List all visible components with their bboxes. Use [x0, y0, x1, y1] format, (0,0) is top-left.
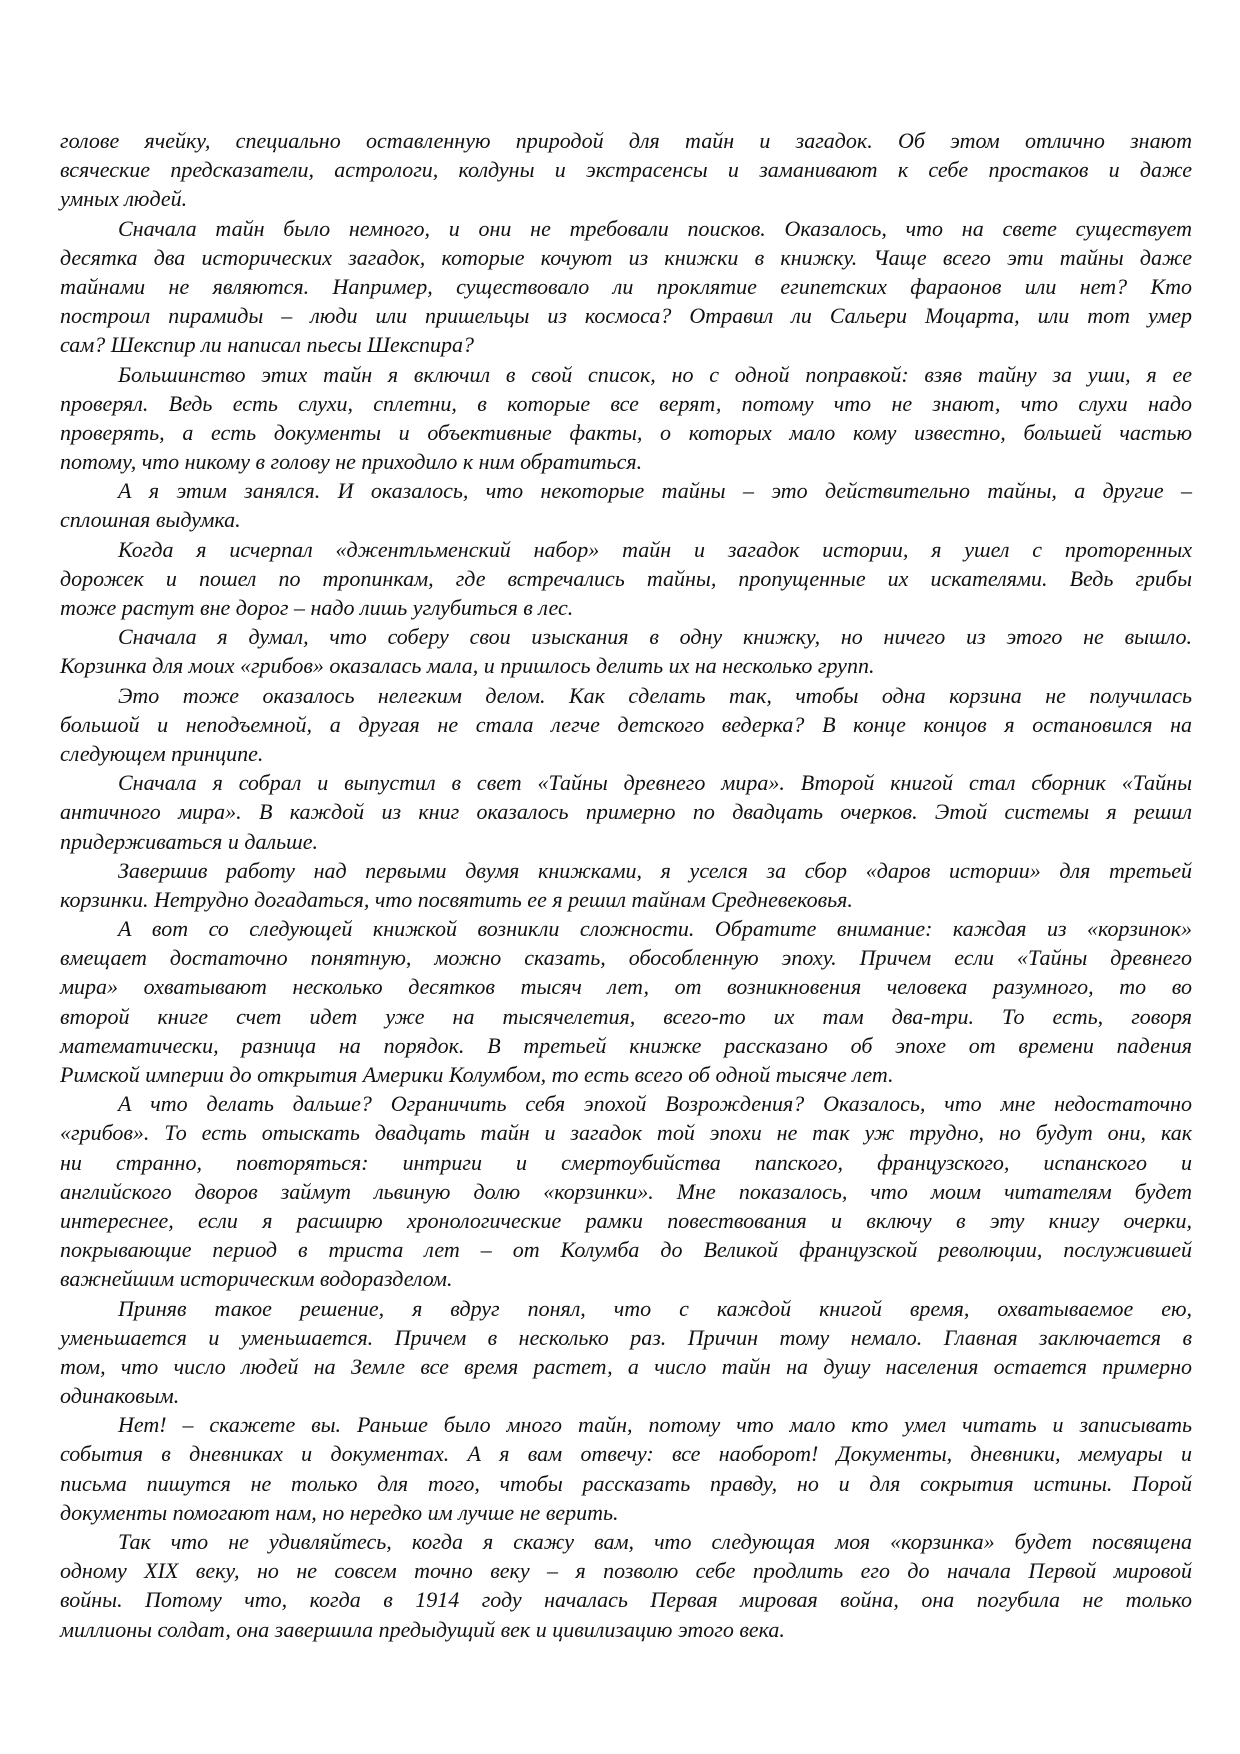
text-line: «грибов». То есть отыскать двадцать тайн и загадок той эпохи не так уж трудно, но будут они, как	[60, 1120, 1192, 1146]
text-line: одинаковым.	[60, 1383, 180, 1409]
text-line: проверять, а есть документы и объективные факты, о которых мало кому известно, большей частью	[60, 419, 1192, 445]
text-line: голове ячейку, специально оставленную природой для тайн и загадок. Об этом отлично знают	[60, 128, 1192, 153]
text-line: покрывающие период в триста лет – от Колумба до Великой французской революции, послужившей	[60, 1237, 1192, 1263]
document-page	[60, 126, 1192, 1644]
paragraph	[60, 1294, 1192, 1411]
text-line: проверял. Ведь есть слухи, сплетни, в которые все верят, потому что не знают, что слухи надо	[60, 390, 1192, 416]
text-line: потому, что никому в голову не приходило к ним обратиться.	[60, 449, 643, 475]
text-line: вмещает достаточно понятную, можно сказать, обособленную эпоху. Причем если «Тайны древнего	[60, 945, 1192, 971]
text-line: дорожек и пошел по тропинкам, где встречались тайны, пропущенные их искателями. Ведь грибы	[60, 565, 1192, 591]
text-line: Римской империи до открытия Америки Колумбом, то есть всего об одной тысяче лет.	[60, 1062, 894, 1087]
text-line: Приняв такое решение, я вдруг понял, что с каждой книгой время, охватываемое ею,	[118, 1295, 1192, 1321]
text-line: документы помогают нам, но нередко им лучше не верить.	[60, 1499, 619, 1525]
paragraph	[60, 360, 1192, 477]
text-line: следующем принципе.	[60, 740, 264, 766]
paragraph	[60, 622, 1192, 680]
text-line: тоже растут вне дорог – надо лишь углубиться в лес.	[60, 595, 574, 620]
text-line: умных людей.	[60, 186, 188, 212]
paragraph	[60, 476, 1192, 534]
text-line: ни странно, повторяться: интриги и смертоубийства папского, французского, испанского и	[60, 1149, 1192, 1175]
paragraph	[60, 1410, 1192, 1527]
text-line: десятка два исторических загадок, которые кочуют из книжки в книжку. Чаще всего эти тайны даже	[60, 244, 1192, 270]
text-line: корзинки. Нетрудно догадаться, что посвятить ее я решил тайнам Средневековья.	[60, 886, 853, 912]
paragraph	[60, 856, 1192, 914]
text-line: построил пирамиды – люди или пришельцы из космоса? Отравил ли Сальери Моцарта, или тот умер	[60, 303, 1192, 329]
paragraph	[60, 914, 1192, 1089]
text-line: Сначала я собрал и выпустил в свет «Тайны древнего мира». Второй книгой стал сборник «Тайны	[118, 770, 1192, 796]
text-line: математически, разница на порядок. В третьей книжке рассказано об эпохе от времени падения	[60, 1032, 1192, 1058]
text-line: сплошная выдумка.	[60, 507, 241, 533]
text-line: сам? Шекспир ли написал пьесы Шекспира?	[60, 332, 475, 358]
text-line: Сначала тайн было немного, и они не требовали поисков. Оказалось, что на свете существует	[118, 215, 1192, 241]
text-line: том, что число людей на Земле все время растет, а число тайн на душу населения остается примерно	[60, 1353, 1192, 1379]
text-line: одному XIX веку, но не совсем точно веку – я позволю себе продлить его до начала Первой мировой	[60, 1558, 1192, 1584]
text-line: события в дневниках и документах. А я вам отвечу: все наоборот! Документы, дневники, мемуары и	[60, 1441, 1192, 1467]
paragraph	[60, 768, 1192, 856]
text-line: важнейшим историческим водоразделом.	[60, 1266, 453, 1292]
paragraph	[60, 126, 1192, 214]
text-line: тайнами не являются. Например, существовало ли проклятие египетских фараонов или нет? Кто	[60, 273, 1192, 299]
text-line: Это тоже оказалось нелегким делом. Как сделать так, чтобы одна корзина не получилась	[118, 682, 1192, 708]
text-line: интереснее, если я расширю хронологические рамки повествования и включу в эту книгу очерки,	[60, 1207, 1192, 1233]
text-line: большой и неподъемной, а другая не стала легче детского ведерка? В конце концов я остановился на	[60, 711, 1192, 737]
paragraph	[60, 1089, 1192, 1293]
text-line: Так что не удивляйтесь, когда я скажу вам, что следующая моя «корзинка» будет посвящена	[118, 1529, 1192, 1554]
text-line: уменьшается и уменьшается. Причем в несколько раз. Причин тому немало. Главная заключается в	[60, 1324, 1192, 1350]
text-line: мира» охватывают несколько десятков тысяч лет, от возникновения человека разумного, то во	[60, 974, 1192, 1000]
text-line: Когда я исчерпал «джентльменский набор» тайн и загадок истории, я ушел с проторенных	[118, 536, 1192, 562]
text-line: Сначала я думал, что соберу свои изыскания в одну книжку, но ничего из этого не вышло.	[118, 624, 1192, 650]
paragraph	[60, 1527, 1192, 1644]
text-line: всяческие предсказатели, астрологи, колдуны и экстрасенсы и заманивают к себе простаков и даже	[60, 157, 1192, 183]
paragraph	[60, 535, 1192, 623]
text-line: античного мира». В каждой из книг оказалось примерно по двадцать очерков. Этой системы я решил	[60, 799, 1192, 825]
text-line: Завершив работу над первыми двумя книжками, я уселся за сбор «даров истории» для третьей	[118, 857, 1192, 883]
text-line: А вот со следующей книжкой возникли сложности. Обратите внимание: каждая из «корзинок»	[118, 916, 1192, 942]
text-line: Большинство этих тайн я включил в свой список, но с одной поправкой: взяв тайну за уши, я ее	[118, 361, 1192, 387]
text-line: Корзинка для моих «грибов» оказалась мала, и пришлось делить их на несколько групп.	[60, 653, 875, 679]
text-line: Нет! – скажете вы. Раньше было много тайн, потому что мало кто умел читать и записывать	[118, 1412, 1192, 1438]
paragraph	[60, 681, 1192, 769]
text-line: второй книге счет идет уже на тысячелетия, всего-то их там два-три. То есть, говоря	[60, 1003, 1192, 1029]
text-line: А что делать дальше? Ограничить себя эпохой Возрождения? Оказалось, что мне недостаточно	[118, 1091, 1192, 1117]
text-line: миллионы солдат, она завершила предыдущий век и цивилизацию этого века.	[60, 1616, 785, 1642]
paragraph	[60, 214, 1192, 360]
text-line: придерживаться и дальше.	[60, 828, 318, 854]
text-line: английского дворов займут львиную долю «корзинки». Мне показалось, что моим читателям будет	[60, 1178, 1192, 1204]
text-line: А я этим занялся. И оказалось, что некоторые тайны – это действительно тайны, а другие –	[118, 478, 1192, 504]
text-line: письма пишутся не только для того, чтобы рассказать правду, но и для сокрытия истины. Порой	[60, 1470, 1192, 1496]
text-line: войны. Потому что, когда в 1914 году началась Первая мировая война, она погубила не только	[60, 1587, 1192, 1613]
